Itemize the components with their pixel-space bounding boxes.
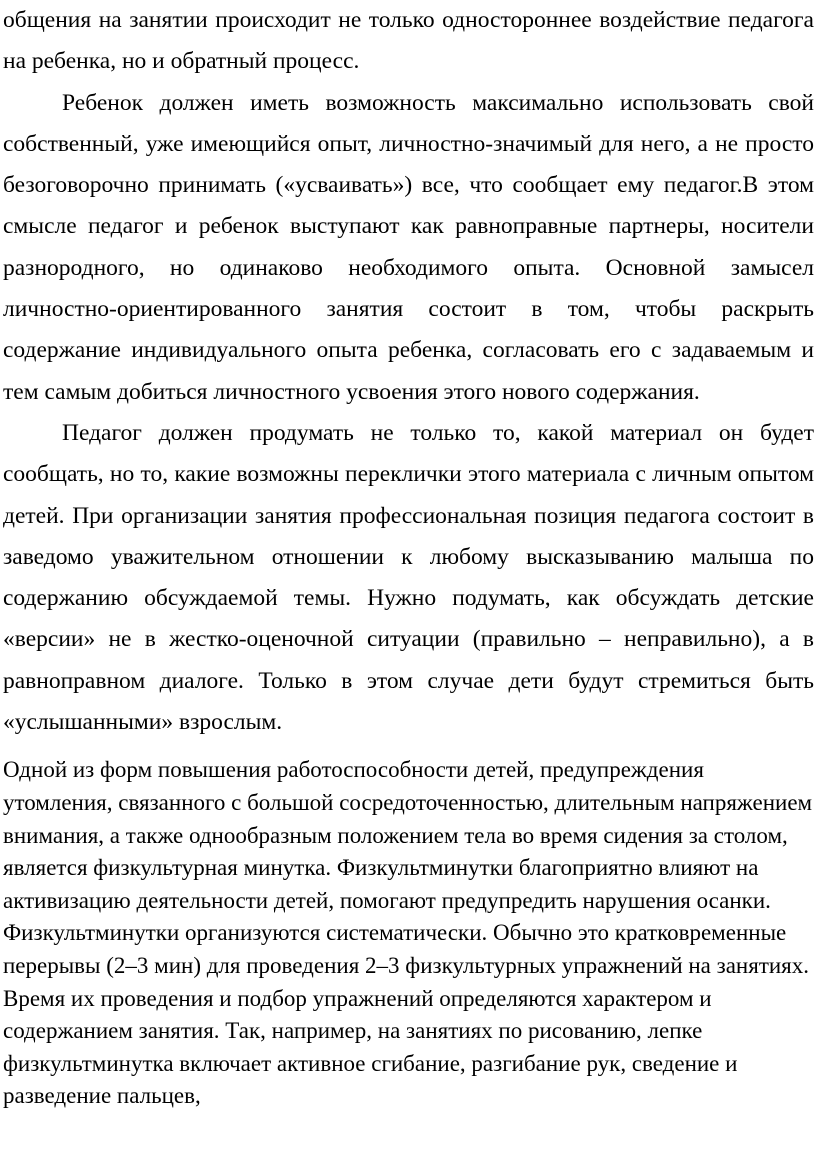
paragraph-teacher: Педагог должен продумать не только то, какой материал он будет сообщать, но то, какие возможны переклички этого материала с личным опытом детей. При организации занятия профессиональная позиция педагога состоит в заведомо уважительном отношении к любому высказыванию малыша по содержанию обсуждаемой темы. Нужно подумать, как обсуждать детские «версии» не в жестко-оценочной ситуации (правильно – неправильно), а в равноправном диалоге. Только в этом случае дети будут стремиться быть «услышанными» взрослым.	[3, 419, 814, 736]
paragraph-physical-minute: Одной из форм повышения работоспособности детей, предупреждения утомления, связанного с большой сосредоточенностью, длительным напряжением внимания, а также однообразным положением тела во время сидения за столом, является физкультурная минутка. Физкультминутки благоприятно влияют на активизацию деятельности детей, помогают предупредить нарушения осанки. Физкультминутки организуются систематически. Обычно это кратковременные перерывы (2–3 мин) для проведения 2–3 физкультурных упражнений на занятиях. Время их проведения и подбор упражнений определяются характером и содержанием занятия. Так, например, на занятиях по рисованию, лепке физкультминутка включает активное сгибание, разгибание рук, сведение и разведение пальцев,	[3, 757, 813, 1109]
paragraph-continued: общения на занятии происходит не только одностороннее воздействие педагога на ребенка, но и обратный процесс.	[3, 7, 814, 75]
paragraph-experience: Ребенок должен иметь возможность максимально использовать свой собственный, уже имеющийся опыт, личностно-значимый для него, а не просто безоговорочно принимать («усваивать») все, что сообщает ему педагог.В этом смысле педагог и ребенок выступают как равноправные партнеры, носители разнородного, но одинаково необходимого опыта. Основной замысел личностно-ориентированного занятия состоит в том, чтобы раскрыть содержание индивидуального опыта ребенка, согласовать его с задаваемым и тем самым добиться личностного усвоения этого нового содержания.	[3, 89, 814, 405]
left-aligned-text-block	[3, 754, 814, 1113]
justified-text-block	[3, 0, 814, 743]
